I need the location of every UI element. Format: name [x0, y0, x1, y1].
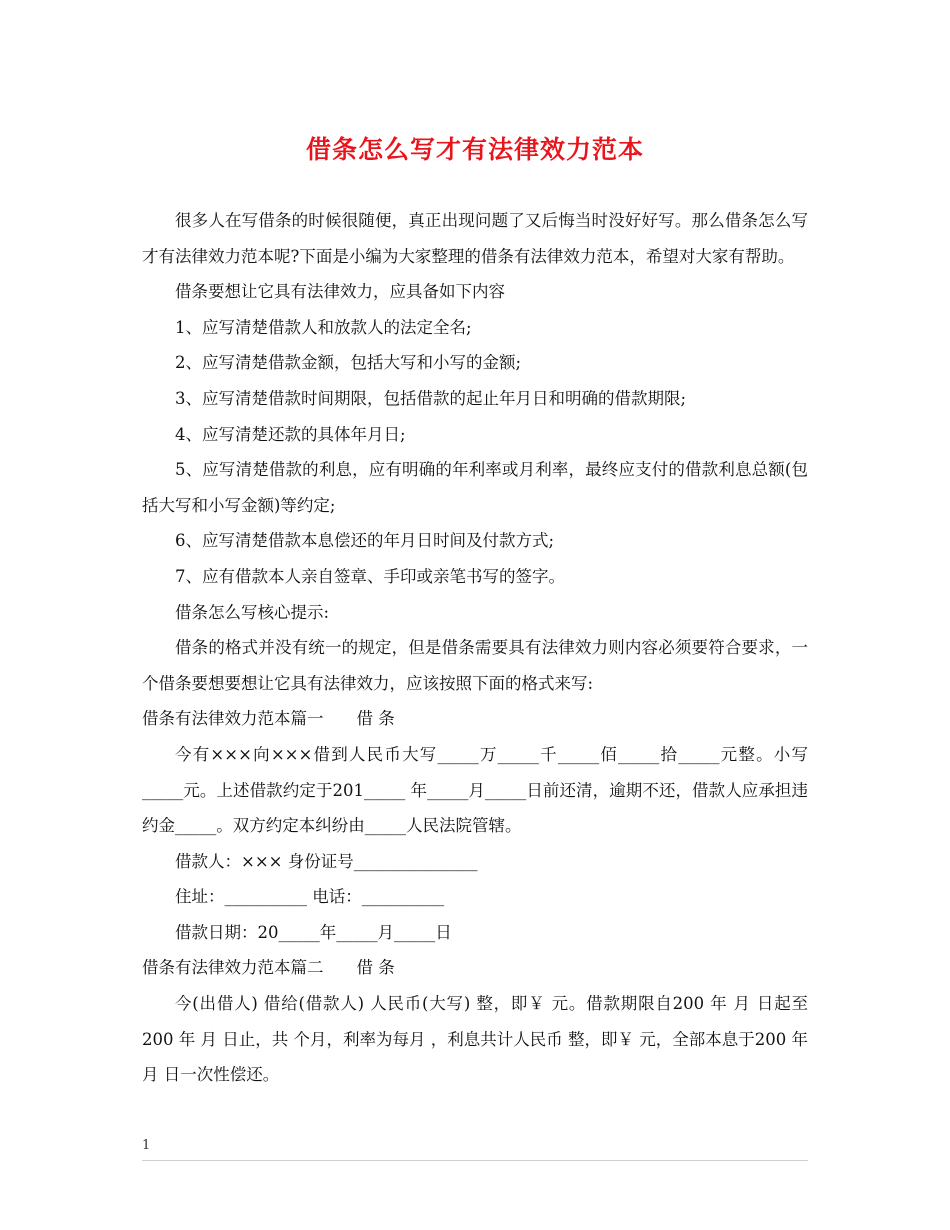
- page-number: 1: [142, 1138, 151, 1153]
- list-item-3: 3、应写清楚借款时间期限，包括借款的起止年月日和明确的借款期限;: [175, 388, 687, 408]
- list-item-2: 2、应写清楚借款金额，包括大写和小写的金额;: [175, 353, 522, 373]
- footer-divider: [142, 1160, 808, 1161]
- paragraph-intro: 很多人在写借条的时候很随便，真正出现问题了又后悔当时没好好写。那么借条怎么写才有法律效力范本呢?下面是小编为大家整理的借条有法律效力范本，希望对大家有帮助。: [142, 211, 808, 266]
- document-body: [142, 203, 808, 1093]
- sample1-heading: 借条有法律效力范本篇一 借 条: [142, 709, 395, 729]
- sample2-body: 今(出借人) 借给(借款人) 人民币(大写) 整，即￥ 元。借款期限自200 年 月 日起至200 年 月 日止，共 个月，利率为每月 ，利息共计人民币 整，即￥ 元，全部本息于200 年 月 日一次性偿还。: [142, 994, 808, 1085]
- sample1-borrower-line: 借款人：××× 身份证号_______________: [175, 851, 478, 871]
- list-item-1: 1、应写清楚借款人和放款人的法定全名;: [175, 317, 472, 337]
- sample1-date-line: 借款日期：20_____年_____月_____日: [175, 922, 452, 942]
- paragraph-requirements: 借条要想让它具有法律效力，应具备如下内容: [175, 282, 505, 302]
- sample1-address-line: 住址：__________ 电话：__________: [175, 887, 445, 907]
- sample2-heading: 借条有法律效力范本篇二 借 条: [142, 958, 395, 978]
- sample1-body: 今有×××向×××借到人民币大写_____万_____千_____佰_____拾_____元整。小写_____元。上述借款约定于201_____ 年_____月_____日前还清，逾期不还，借款人应承担违约金_____。双方约定本纠纷由_____人民法院管辖。: [142, 744, 808, 836]
- paragraph-core-tip: 借条怎么写核心提示:: [175, 602, 330, 622]
- document-title: 借条怎么写才有法律效力范本: [305, 135, 644, 164]
- list-item-4: 4、应写清楚还款的具体年月日;: [175, 424, 406, 444]
- list-item-7: 7、应有借款本人亲自签章、手印或亲笔书写的签字。: [175, 566, 565, 586]
- list-item-5: 5、应写清楚借款的利息，应有明确的年利率或月利率，最终应支付的借款利息总额(包括大写和小写金额)等约定;: [142, 460, 808, 515]
- paragraph-format: 借条的格式并没有统一的规定，但是借条需要具有法律效力则内容必须要符合要求，一个借条要想要想让它具有法律效力，应该按照下面的格式来写:: [142, 638, 808, 693]
- list-item-6: 6、应写清楚借款本息偿还的年月日时间及付款方式;: [175, 531, 555, 551]
